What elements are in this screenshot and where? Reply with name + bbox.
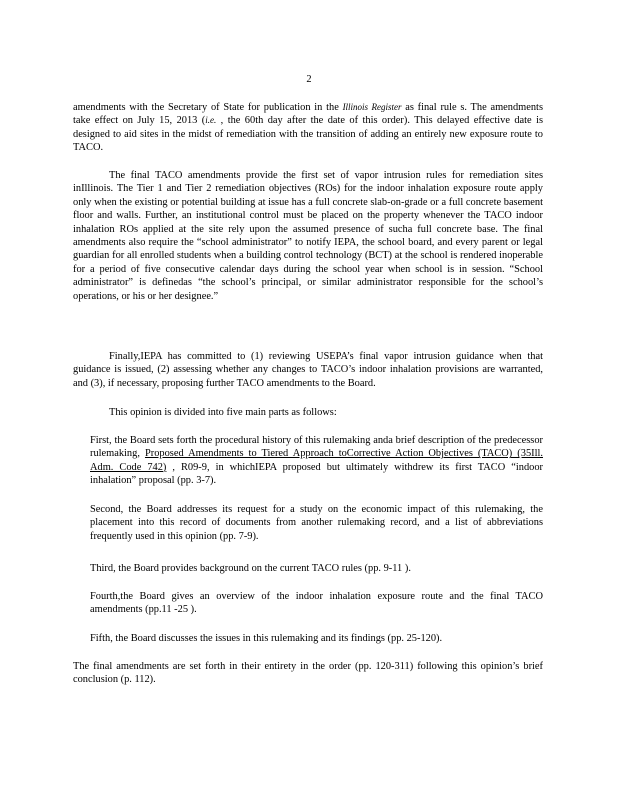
text-run: as final rule s. The amendments take effect on July 15, 2013 (	[73, 102, 543, 127]
list-item	[73, 632, 543, 645]
cited-rulemaking-title: Proposed Amendments to Tiered Approach toCorrective Action Objectives (TACO) (35Ill. Adm. Code 742)	[90, 448, 543, 473]
list-item	[73, 590, 543, 617]
paragraph-final-amendments: The final amendments are set forth in their entirety in the order (pp. 120-311) following this opinion’s brief conclusion (p. 112).	[73, 661, 543, 686]
text-run: First, the Board sets forth the procedural history of this rulemaking anda brief description of the predecessor rulemaking,	[90, 435, 543, 460]
list-item-text	[90, 434, 543, 488]
list-item-text: Second, the Board addresses its request for a study on the economic impact of this rulemaking, the placement into this record of documents from another rulemaking record, and a list of abbreviations frequently used in this opinion (pp. 7-9).	[90, 504, 543, 542]
list-item	[73, 503, 543, 543]
paragraph-effective-date	[73, 101, 543, 155]
text-run: amendments with the Secretary of State for publication in the	[73, 102, 343, 113]
list-item-text: Fifth, the Board discusses the issues in this rulemaking and its findings (pp. 25-120).	[90, 633, 443, 644]
journal-name: Illinois Register	[342, 102, 402, 112]
list-item	[73, 434, 543, 488]
paragraph-vapor-intrusion: The final TACO amendments provide the first set of vapor intrusion rules for remediation sites inIllinois. The Tier 1 and Tier 2 remediation objectives (ROs) for the indoor inhalation exposure route apply only when the existing or potential building at issue has a full concrete slab-on-grade or a full concrete basement floor and walls. Further, an institutional control must be placed on the property whenever the TACO indoor inhalation ROs applied at the site rely upon the assumed presence of sucha full concrete base. The final amendments also require the “school administrator” to notify IEPA, the school board, and every parent or legal guardian for all enrolled students when a building control technology (BCT) at the school is rendered inoperable for a period of five consecutive calendar days during the school year when school is in session. “School administrator” is definedas “the school’s principal, or similar administrator responsible for the school’s operations, or his or her designee.”	[73, 170, 543, 302]
paragraph-opinion-outline: This opinion is divided into five main parts as follows:	[109, 407, 337, 418]
text-run: , the 60th day after the date of this order). This delayed effective date is designed to aid sites in the midst of remediation with the transition of adding an entirely new exposure route to TACO.	[73, 115, 544, 154]
list-item-text: Fourth,the Board gives an overview of the indoor inhalation exposure route and the final TACO amendments (pp.11 -25 ).	[90, 591, 543, 616]
paragraph-iepa-commitment: Finally,IEPA has committed to (1) reviewing USEPA’s final vapor intrusion guidance when that guidance is issued, (2) assessing whether any changes to TACO’s indoor inhalation provisions are warranted, and (3), if necessary, proposing further TACO amendments to the Board.	[73, 351, 543, 389]
abbreviation: i.e.	[205, 115, 217, 126]
text-run: , R09-9, in whichIEPA proposed but ultimately withdrew its first TACO “indoor inhalation” proposal (pp. 3-7).	[90, 461, 543, 487]
page-number: 2	[306, 74, 312, 85]
list-item-text: Third, the Board provides background on the current TACO rules (pp. 9-11 ).	[90, 563, 411, 574]
list-item	[73, 562, 543, 575]
